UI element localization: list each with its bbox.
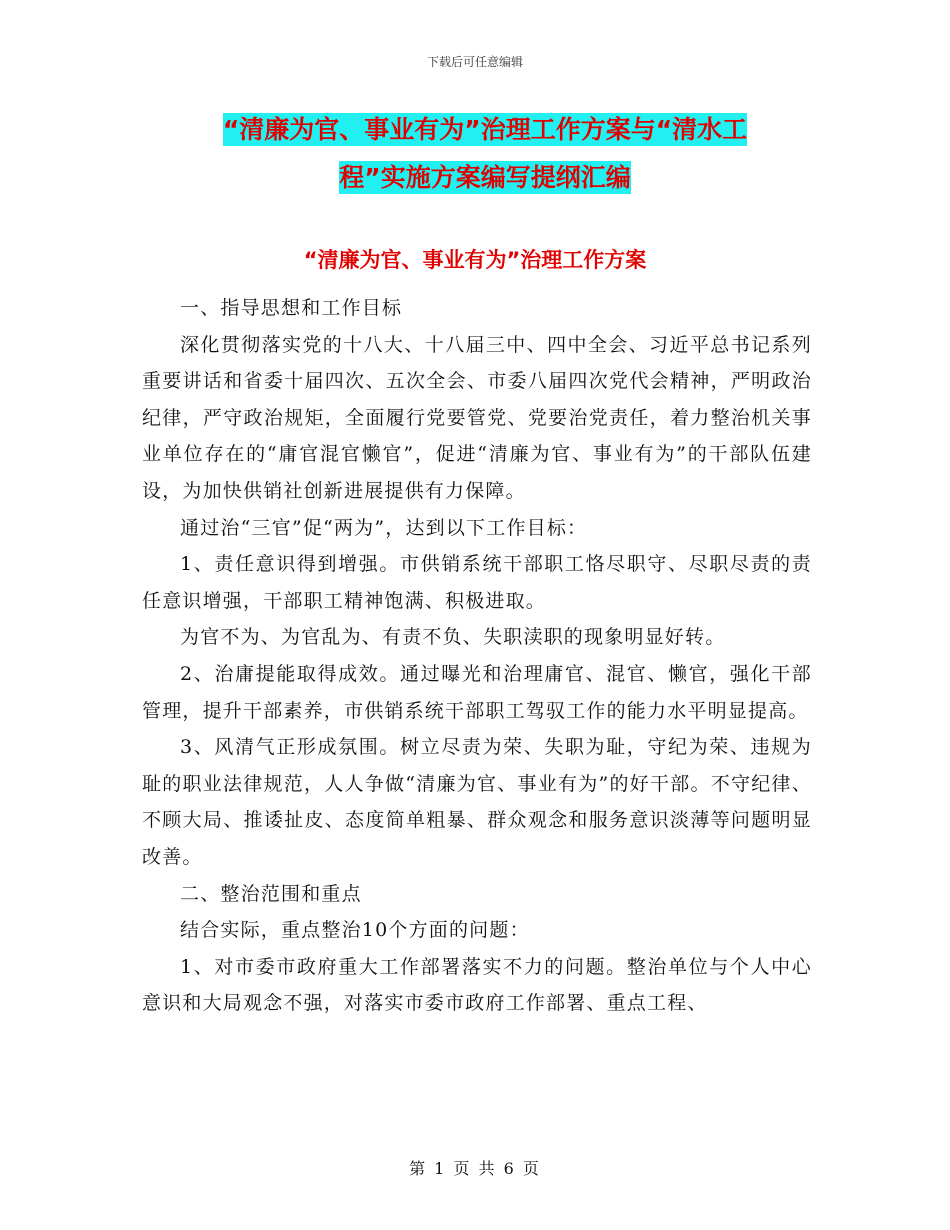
paragraph: 结合实际，重点整治10个方面的问题： (180, 919, 530, 942)
body-text (142, 290, 812, 1022)
paragraph: 为官不为、为官乱为、有责不负、失职渎职的现象明显好转。 (180, 626, 726, 649)
section-title: “清廉为官、事业有为”治理工作方案 (303, 248, 647, 272)
heading-guiding-ideology: 一、指导思想和工作目标 (180, 297, 403, 319)
document-title-line-2: 程”实施方案编写提纲汇编 (339, 163, 631, 192)
paragraph: 3、风清气正形成氛围。树立尽责为荣、失职为耻，守纪为荣、违规为耻的职业法律规范，人人争做“清廉为官、事业有为”的好干部。不守纪律、不顾大局、推诿扯皮、态度简单粗暴、群众观念和服务意识淡薄等问题明显改善。 (142, 736, 812, 868)
header-note: 下载后可任意编辑 (426, 55, 523, 69)
document-title (140, 106, 830, 202)
heading-scope-and-focus: 二、整治范围和重点 (180, 882, 362, 905)
paragraph: 2、治庸提能取得成效。通过曝光和治理庸官、混官、懒官，强化干部管理，提升干部素养，市供销系统干部职工驾驭工作的能力水平明显提高。 (142, 662, 812, 722)
page-number-footer: 第 1 页 共 6 页 (409, 1159, 541, 1178)
paragraph: 1、责任意识得到增强。市供销系统干部职工恪尽职守、尽职尽责的责任意识增强，干部职工精神饱满、积极进取。 (142, 553, 812, 612)
paragraph: 通过治“三官”促“两为”，达到以下工作目标： (180, 516, 588, 539)
paragraph: 1、对市委市政府重大工作部署落实不力的问题。整治单位与个人中心意识和大局观念不强，对落实市委市政府工作部署、重点工程、 (142, 955, 812, 1015)
document-title-line-1: “清廉为官、事业有为”治理工作方案与“清水工 (222, 115, 748, 144)
paragraph: 深化贯彻落实党的十八大、十八届三中、四中全会、习近平总书记系列重要讲话和省委十届四次、五次全会、市委八届四次党代会精神，严明政治纪律，严守政治规矩，全面履行党要管党、党要治党责任，着力整治机关事业单位存在的“庸官混官懒官”，促进“清廉为官、事业有为”的干部队伍建设，为加快供销社创新进展提供有力保障。 (142, 333, 812, 502)
